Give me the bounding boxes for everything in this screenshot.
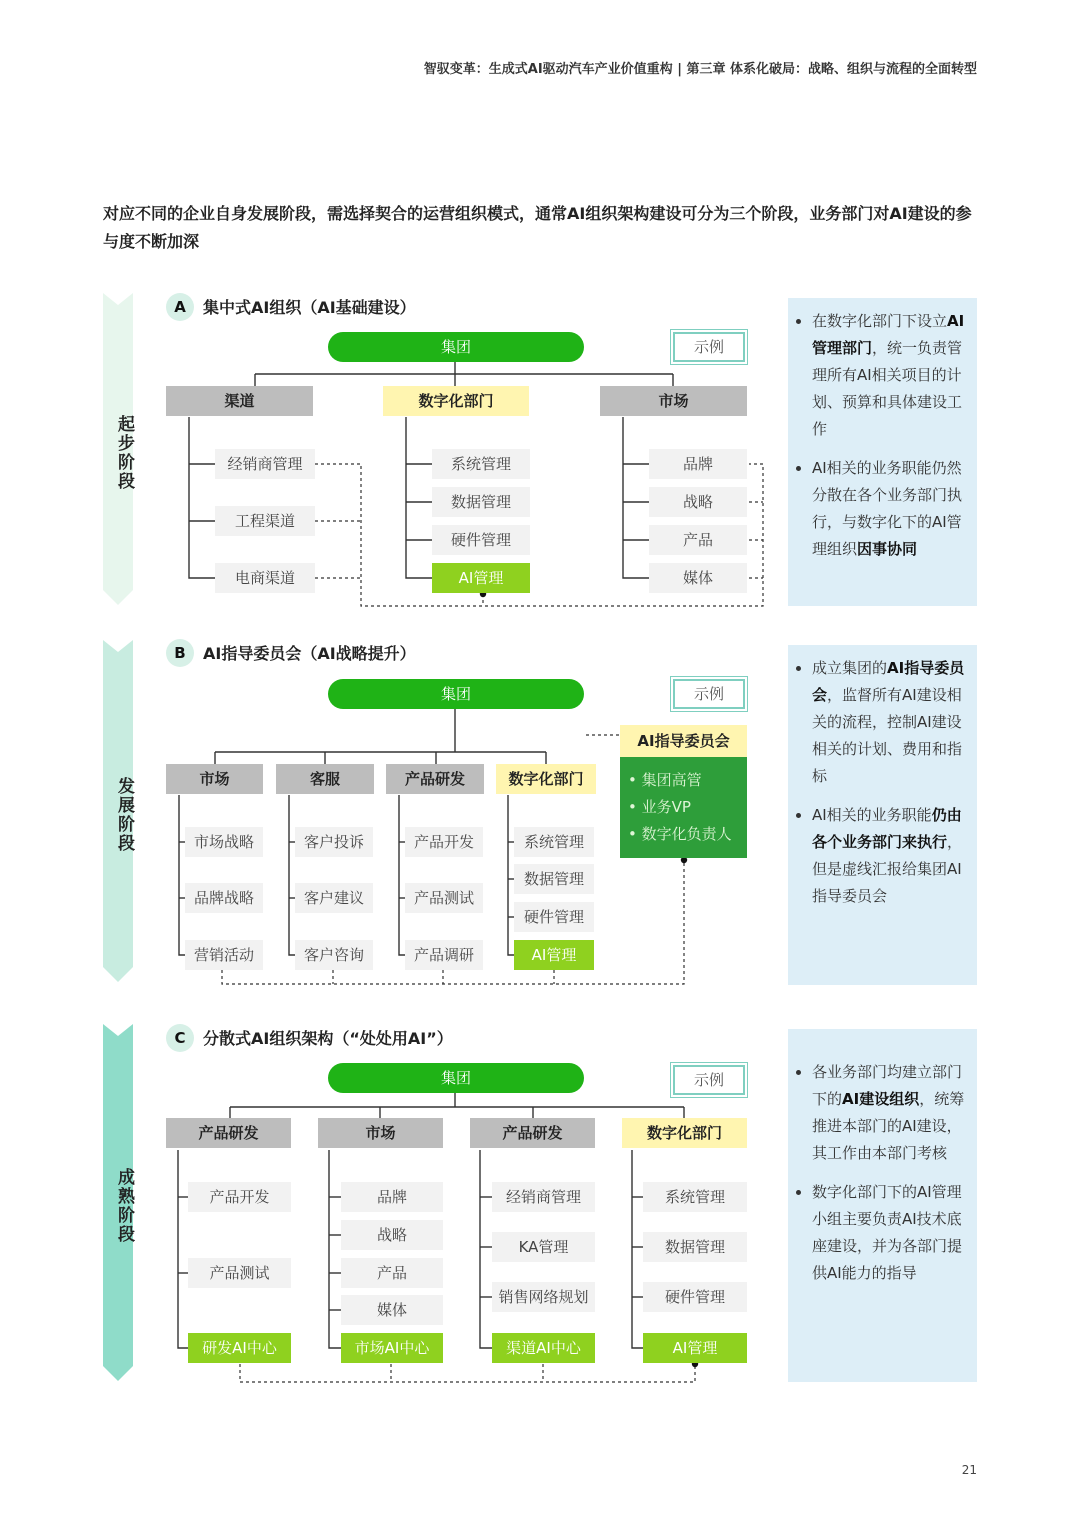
dept-digital: 数字化部门 bbox=[496, 764, 596, 794]
example-tag: 示例 bbox=[673, 1065, 745, 1095]
sub-product-research: 产品调研 bbox=[405, 940, 483, 970]
dept-digital: 数字化部门 bbox=[383, 386, 529, 416]
sub-system-mgmt: 系统管理 bbox=[514, 827, 594, 857]
sub-market-strategy: 市场战略 bbox=[185, 827, 263, 857]
page-number: 21 bbox=[961, 1463, 977, 1477]
sub-strategy: 战略 bbox=[649, 487, 747, 517]
sub-customer-suggestion: 客户建议 bbox=[295, 883, 373, 913]
group-node: 集团 bbox=[328, 679, 584, 709]
stage-label-develop: 发展阶段 bbox=[114, 777, 134, 853]
sub-product-dev: 产品开发 bbox=[188, 1182, 291, 1212]
sub-media: 媒体 bbox=[649, 563, 747, 593]
stage-label-start: 起步阶段 bbox=[114, 415, 134, 491]
intro-paragraph: 对应不同的企业自身发展阶段，需选择契合的运营组织模式，通常AI组织架构建设可分为三个阶段，业务部门对AI建设的参与度不断加深 bbox=[103, 204, 972, 251]
dept-digital: 数字化部门 bbox=[622, 1118, 747, 1148]
sub-sales-network-planning: 销售网络规划 bbox=[492, 1282, 595, 1312]
section-c-title: 分散式AI组织架构（“处处用AI”） bbox=[203, 1029, 453, 1048]
sub-ai-mgmt: AI管理 bbox=[514, 940, 594, 970]
note-b-bullet-2: • AI相关的业务职能仍由各个业务部门来执行，但是虚线汇报给集团AI指导委员会 bbox=[812, 802, 967, 910]
sub-product-dev: 产品开发 bbox=[405, 827, 483, 857]
note-c-bullet-1: • 各业务部门均建立部门下的AI建设组织，统筹推进本部门的AI建设，其工作由本部门考核 bbox=[812, 1059, 967, 1167]
sub-rd-ai-center: 研发AI中心 bbox=[188, 1333, 291, 1363]
section-b-letter: B bbox=[166, 639, 194, 667]
sub-ka-mgmt: KA管理 bbox=[492, 1232, 595, 1262]
sub-data-mgmt: 数据管理 bbox=[432, 487, 530, 517]
sub-customer-complaint: 客户投诉 bbox=[295, 827, 373, 857]
ai-committee-title: AI指导委员会 bbox=[620, 725, 747, 757]
sub-media: 媒体 bbox=[341, 1295, 443, 1325]
running-header: 智驭变革：生成式AI驱动汽车产业价值重构 | 第三章 体系化破局：战略、组织与流程的全面转型 bbox=[423, 62, 977, 77]
sub-market-ai-center: 市场AI中心 bbox=[341, 1333, 443, 1363]
sub-hardware-mgmt: 硬件管理 bbox=[514, 902, 594, 932]
dept-market: 市场 bbox=[318, 1118, 443, 1148]
sub-system-mgmt: 系统管理 bbox=[432, 449, 530, 479]
dept-product-rd: 产品研发 bbox=[386, 764, 484, 794]
sub-dealer-mgmt: 经销商管理 bbox=[492, 1182, 595, 1212]
sub-marketing-campaign: 营销活动 bbox=[185, 940, 263, 970]
sub-customer-inquiry: 客户咨询 bbox=[295, 940, 373, 970]
note-a-bullet-1: • 在数字化部门下设立AI管理部门，统一负责管理所有AI相关项目的计划、预算和具体建设工作 bbox=[812, 308, 967, 443]
committee-member: • 数字化负责人 bbox=[628, 825, 732, 843]
sub-product: 产品 bbox=[649, 525, 747, 555]
dept-product-rd: 产品研发 bbox=[166, 1118, 291, 1148]
sub-data-mgmt: 数据管理 bbox=[514, 864, 594, 894]
section-a-note bbox=[788, 298, 977, 606]
sub-hardware-mgmt: 硬件管理 bbox=[643, 1282, 747, 1312]
group-node: 集团 bbox=[328, 332, 584, 362]
sub-ai-mgmt: AI管理 bbox=[432, 563, 530, 593]
sub-product: 产品 bbox=[341, 1258, 443, 1288]
dept-product-rd-2: 产品研发 bbox=[470, 1118, 595, 1148]
sub-ai-mgmt: AI管理 bbox=[643, 1333, 747, 1363]
dept-channel: 渠道 bbox=[166, 386, 313, 416]
example-tag: 示例 bbox=[673, 679, 745, 709]
sub-product-test: 产品测试 bbox=[188, 1258, 291, 1288]
sub-strategy: 战略 bbox=[341, 1220, 443, 1250]
sub-hardware-mgmt: 硬件管理 bbox=[432, 525, 530, 555]
example-tag: 示例 bbox=[673, 332, 745, 362]
section-a-letter: A bbox=[166, 293, 194, 321]
sub-channel-ai-center: 渠道AI中心 bbox=[492, 1333, 595, 1363]
sub-brand-strategy: 品牌战略 bbox=[185, 883, 263, 913]
group-node: 集团 bbox=[328, 1063, 584, 1093]
sub-dealer-mgmt: 经销商管理 bbox=[215, 449, 315, 479]
section-a-title: 集中式AI组织（AI基础建设） bbox=[203, 298, 416, 317]
note-a-bullet-2: • AI相关的业务职能仍然分散在各个业务部门执行，与数字化下的AI管理组织因事协同 bbox=[812, 455, 967, 563]
note-c-bullet-2: • 数字化部门下的AI管理小组主要负责AI技术底座建设，并为各部门提供AI能力的指导 bbox=[812, 1179, 967, 1287]
section-c-letter: C bbox=[166, 1024, 194, 1052]
sub-ecommerce-channel: 电商渠道 bbox=[215, 563, 315, 593]
sub-data-mgmt: 数据管理 bbox=[643, 1232, 747, 1262]
dept-customer-service: 客服 bbox=[276, 764, 374, 794]
ai-committee-members bbox=[620, 757, 747, 858]
section-b-note bbox=[788, 645, 977, 985]
sub-brand: 品牌 bbox=[649, 449, 747, 479]
section-b-title: AI指导委员会（AI战略提升） bbox=[203, 644, 416, 663]
sub-system-mgmt: 系统管理 bbox=[643, 1182, 747, 1212]
dept-market: 市场 bbox=[600, 386, 747, 416]
sub-product-test: 产品测试 bbox=[405, 883, 483, 913]
dept-market: 市场 bbox=[166, 764, 263, 794]
section-c-note bbox=[788, 1029, 977, 1382]
committee-member: • 业务VP bbox=[628, 798, 691, 816]
note-b-bullet-1: • 成立集团的AI指导委员会，监督所有AI建设相关的流程，控制AI建设相关的计划、费用和指标 bbox=[812, 655, 967, 790]
stage-label-mature: 成熟阶段 bbox=[114, 1168, 134, 1244]
sub-brand: 品牌 bbox=[341, 1182, 443, 1212]
committee-member: • 集团高管 bbox=[628, 771, 702, 789]
sub-engineering-channel: 工程渠道 bbox=[215, 506, 315, 536]
